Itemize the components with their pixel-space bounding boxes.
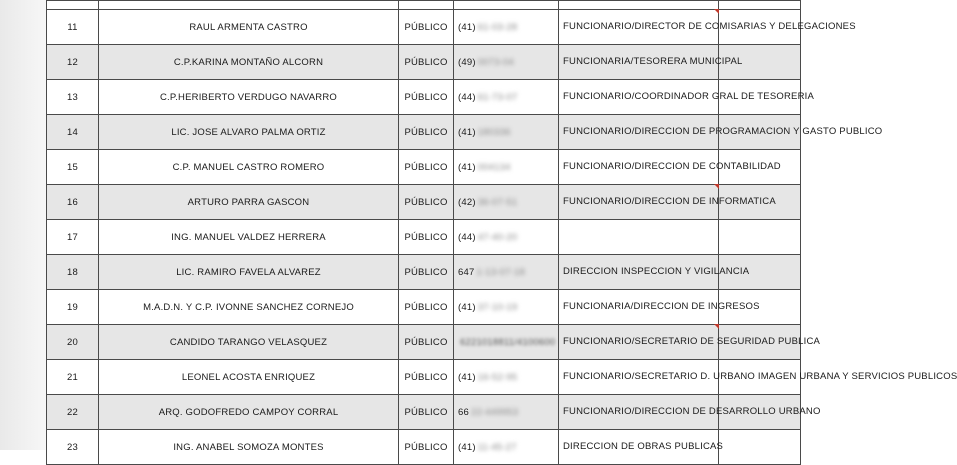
phone-redacted: 61-73-07 <box>477 91 518 103</box>
row-number: 19 <box>47 290 99 325</box>
position-title <box>559 360 957 395</box>
phone-cell <box>454 360 559 395</box>
phone-cell <box>454 290 559 325</box>
sector-type: PÚBLICO <box>399 45 454 80</box>
sector-type: PÚBLICO <box>399 150 454 185</box>
position-text: FUNCIONARIO/DIRECCION DE PROGRAMACION Y GASTO PUBLICO <box>563 126 883 137</box>
phone-redacted: 36-07-51 <box>477 196 518 208</box>
table-row <box>47 290 801 325</box>
sector-type: PÚBLICO <box>399 325 454 360</box>
position-title <box>559 395 821 430</box>
position-text: FUNCIONARIO/DIRECCION DE CONTABILIDAD <box>563 161 781 172</box>
table-row <box>47 150 801 185</box>
phone-redacted: 1-13-07-18 <box>476 266 525 278</box>
row-number: 23 <box>47 430 99 465</box>
position-text: FUNCIONARIA/DIRECCION DE INGRESOS <box>563 301 760 312</box>
position-text: FUNCIONARIO/COORDINADOR GRAL DE TESORERIA <box>563 91 815 102</box>
official-name: ARTURO PARRA GASCON <box>99 185 399 220</box>
row-number: 16 <box>47 185 99 220</box>
row-number: 11 <box>47 10 99 45</box>
position-title <box>559 80 815 115</box>
position-text: FUNCIONARIO/DIRECCION DE INFORMATICA <box>563 196 776 207</box>
page-margin <box>0 0 46 450</box>
phone-cell <box>454 255 559 290</box>
phone-cell <box>454 115 559 150</box>
comment-marker-icon <box>714 9 719 14</box>
sector-type: PÚBLICO <box>399 10 454 45</box>
position-title <box>559 185 776 220</box>
phone-prefix: (44) <box>458 91 476 103</box>
phone-redacted: 0073-04 <box>477 56 514 68</box>
row-number: 22 <box>47 395 99 430</box>
phone-cell <box>454 430 559 465</box>
sector-type: PÚBLICO <box>399 80 454 115</box>
sector-type: PÚBLICO <box>399 115 454 150</box>
phone-cell <box>454 45 559 80</box>
sector-type: PÚBLICO <box>399 185 454 220</box>
comment-marker-icon <box>714 324 719 329</box>
position-text: FUNCIONARIO/SECRETARIO D. URBANO IMAGEN URBANA Y SERVICIOS PUBLICOS <box>563 371 957 382</box>
phone-redacted: 37-10-19 <box>477 301 518 313</box>
sector-type: PÚBLICO <box>399 255 454 290</box>
phone-prefix: (44) <box>458 231 476 243</box>
sector-type: PÚBLICO <box>399 430 454 465</box>
official-name: ARQ. GODOFREDO CAMPOY CORRAL <box>99 395 399 430</box>
position-title <box>559 150 781 185</box>
phone-cell <box>454 325 559 360</box>
table-body <box>47 1 957 465</box>
phone-redacted: 6221018811/4100600 <box>460 336 556 348</box>
table-row <box>47 185 801 220</box>
phone-cell <box>454 80 559 115</box>
position-title <box>559 10 856 45</box>
phone-prefix: 647 <box>458 266 475 278</box>
position-title <box>559 45 743 80</box>
position-title <box>559 255 750 290</box>
phone-cell <box>454 10 559 45</box>
official-name: ING. ANABEL SOMOZA MONTES <box>99 430 399 465</box>
sector-type: PÚBLICO <box>399 395 454 430</box>
table-row <box>47 220 801 255</box>
table-row <box>47 255 801 290</box>
official-name: CANDIDO TARANGO VELASQUEZ <box>99 325 399 360</box>
phone-prefix: (41) <box>458 441 476 453</box>
sector-type: PÚBLICO <box>399 220 454 255</box>
phone-prefix: (42) <box>458 196 476 208</box>
phone-redacted: 61-03-28 <box>477 21 518 33</box>
official-name: M.A.D.N. Y C.P. IVONNE SANCHEZ CORNEJO <box>99 290 399 325</box>
empty-cell <box>719 220 801 255</box>
phone-redacted: 22-449953 <box>470 406 519 418</box>
phone-redacted: 16-52-95 <box>477 371 518 383</box>
official-name: ING. MANUEL VALDEZ HERRERA <box>99 220 399 255</box>
row-number: 17 <box>47 220 99 255</box>
official-name: LEONEL ACOSTA ENRIQUEZ <box>99 360 399 395</box>
table-row <box>47 430 801 465</box>
phone-cell <box>454 220 559 255</box>
official-name: RAUL ARMENTA CASTRO <box>99 10 399 45</box>
row-number: 13 <box>47 80 99 115</box>
position-text: FUNCIONARIO/DIRECTOR DE COMISARIAS Y DELEGACIONES <box>563 21 856 32</box>
phone-redacted: 180336 <box>477 126 511 138</box>
position-title <box>559 325 821 360</box>
row-number: 14 <box>47 115 99 150</box>
empty-cell <box>719 430 801 465</box>
phone-prefix: (41) <box>458 301 476 313</box>
phone-redacted: 47-40-20 <box>477 231 518 243</box>
table-row <box>47 80 801 115</box>
table-row <box>47 45 801 80</box>
position-title <box>559 220 719 255</box>
position-text: DIRECCION INSPECCION Y VIGILANCIA <box>563 266 750 277</box>
position-text: FUNCIONARIA/TESORERA MUNICIPAL <box>563 56 743 67</box>
phone-redacted: 004134 <box>477 161 511 173</box>
sector-type: PÚBLICO <box>399 360 454 395</box>
table-row <box>47 10 801 45</box>
phone-cell <box>454 395 559 430</box>
official-name: C.P.KARINA MONTAÑO ALCORN <box>99 45 399 80</box>
position-text: FUNCIONARIO/DIRECCION DE DESARROLLO URBANO <box>563 406 821 417</box>
row-number: 21 <box>47 360 99 395</box>
official-name: LIC. JOSE ALVARO PALMA ORTIZ <box>99 115 399 150</box>
phone-cell <box>454 150 559 185</box>
table-row <box>47 115 801 150</box>
phone-prefix: (41) <box>458 161 476 173</box>
position-title <box>559 290 760 325</box>
phone-prefix: 66 <box>458 406 469 418</box>
phone-prefix: (49) <box>458 56 476 68</box>
position-title <box>559 430 724 465</box>
position-title <box>559 115 883 150</box>
table-row <box>47 360 801 395</box>
officials-table <box>46 0 957 465</box>
phone-cell <box>454 185 559 220</box>
comment-marker-icon <box>714 184 719 189</box>
table-row <box>47 325 801 360</box>
official-name: C.P. MANUEL CASTRO ROMERO <box>99 150 399 185</box>
official-name: C.P.HERIBERTO VERDUGO NAVARRO <box>99 80 399 115</box>
row-number: 18 <box>47 255 99 290</box>
row-number: 15 <box>47 150 99 185</box>
phone-prefix: (41) <box>458 126 476 138</box>
table-row <box>47 395 801 430</box>
table-row-partial <box>47 1 801 10</box>
phone-prefix: (41) <box>458 21 476 33</box>
official-name: LIC. RAMIRO FAVELA ALVAREZ <box>99 255 399 290</box>
position-text: FUNCIONARIO/SECRETARIO DE SEGURIDAD PUBLICA <box>563 336 821 347</box>
phone-prefix: (41) <box>458 371 476 383</box>
position-text: DIRECCION DE OBRAS PUBLICAS <box>563 441 724 452</box>
sector-type: PÚBLICO <box>399 290 454 325</box>
row-number: 12 <box>47 45 99 80</box>
phone-redacted: 11-45-27 <box>477 441 517 453</box>
row-number: 20 <box>47 325 99 360</box>
